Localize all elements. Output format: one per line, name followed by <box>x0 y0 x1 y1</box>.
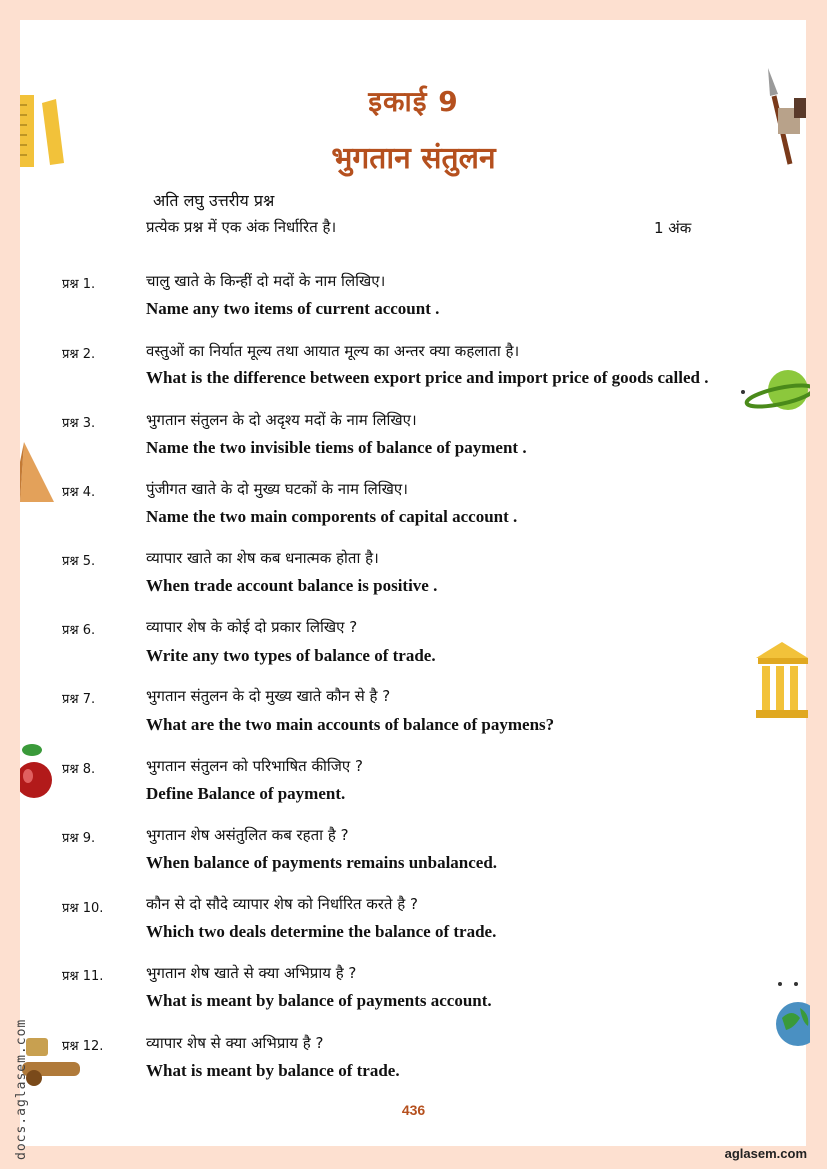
question-english: What is meant by balance of payments account. <box>146 991 492 1010</box>
question-english: Name the two main comporents of capital account . <box>146 507 518 526</box>
question-english: Name the two invisible tiems of balance of payment . <box>146 438 527 457</box>
question-english: Write any two types of balance of trade. <box>146 646 436 665</box>
apple-icon <box>20 740 54 804</box>
question-english: Which two deals determine the balance of trade. <box>146 922 497 941</box>
question-number: प्रश्न 4. <box>62 485 96 500</box>
question-hindi: चालु खाते के किन्हीं दो मदों के नाम लिखिए। <box>146 272 386 290</box>
question-hindi: भुगतान संतुलन के दो अदृश्य मदों के नाम लिखिए। <box>146 411 417 429</box>
marks-instruction: प्रत्येक प्रश्न में एक अंक निर्धारित है। <box>146 218 337 236</box>
question-number: प्रश्न 8. <box>62 762 96 777</box>
question-hindi: भुगतान शेष खाते से क्या अभिप्राय है ? <box>146 964 357 982</box>
question-hindi: वस्तुओं का निर्यात मूल्य तथा आयात मूल्य का अन्तर क्या कहलाता है। <box>146 342 520 360</box>
question-number: प्रश्न 10. <box>62 901 104 916</box>
question-hindi: भुगतान संतुलन को परिभाषित कीजिए ? <box>146 757 363 775</box>
question-hindi: कौन से दो सौदे व्यापार शेष को निर्धारित करते है ? <box>146 895 418 913</box>
question-number: प्रश्न 2. <box>62 347 96 362</box>
question-hindi: भुगतान संतुलन के दो मुख्य खाते कौन से है ? <box>146 687 391 705</box>
planet-icon <box>740 368 810 418</box>
question-hindi: व्यापार शेष से क्या अभिप्राय है ? <box>146 1034 324 1052</box>
question-hindi: पुंजीगत खाते के दो मुख्य घटकों के नाम लिखिए। <box>146 480 408 498</box>
question-number: प्रश्न 12. <box>62 1039 104 1054</box>
site-name[interactable]: aglasem.com <box>724 1146 807 1161</box>
pyramid-icon <box>20 442 54 504</box>
question-hindi: व्यापार खाते का शेष कब धनात्मक होता है। <box>146 549 379 567</box>
question-english: Define Balance of payment. <box>146 784 346 803</box>
question-english: What are the two main accounts of balance of paymens? <box>146 715 555 734</box>
marks-value: 1 अंक <box>654 219 692 237</box>
question-number: प्रश्न 11. <box>62 969 104 984</box>
question-hindi: भुगतान शेष असंतुलित कब रहता है ? <box>146 826 349 844</box>
question-number: प्रश्न 5. <box>62 554 96 569</box>
watermark: docs.aglasem.com <box>14 1018 29 1160</box>
chapter-title: भुगतान संतुलन <box>331 141 496 176</box>
temple-icon <box>756 642 808 718</box>
question-number: प्रश्न 1. <box>62 277 96 292</box>
question-english: What is the difference between export price and import price of goods called . <box>146 368 709 387</box>
question-english: Name any two items of current account . <box>146 299 440 318</box>
globe-icon <box>774 978 810 1052</box>
unit-title: इकाई 9 <box>368 85 459 118</box>
page-number: 436 <box>401 1102 426 1118</box>
question-number: प्रश्न 3. <box>62 416 96 431</box>
question-number: प्रश्न 6. <box>62 623 96 638</box>
question-number: प्रश्न 9. <box>62 831 96 846</box>
question-number: प्रश्न 7. <box>62 692 96 707</box>
section-heading: अति लघु उत्तरीय प्रश्न <box>153 191 275 210</box>
question-hindi: व्यापार शेष के कोई दो प्रकार लिखिए ? <box>146 618 358 636</box>
question-english: When balance of payments remains unbalanced. <box>146 853 498 872</box>
question-english: When trade account balance is positive . <box>146 576 438 595</box>
question-english: What is meant by balance of trade. <box>146 1061 400 1080</box>
